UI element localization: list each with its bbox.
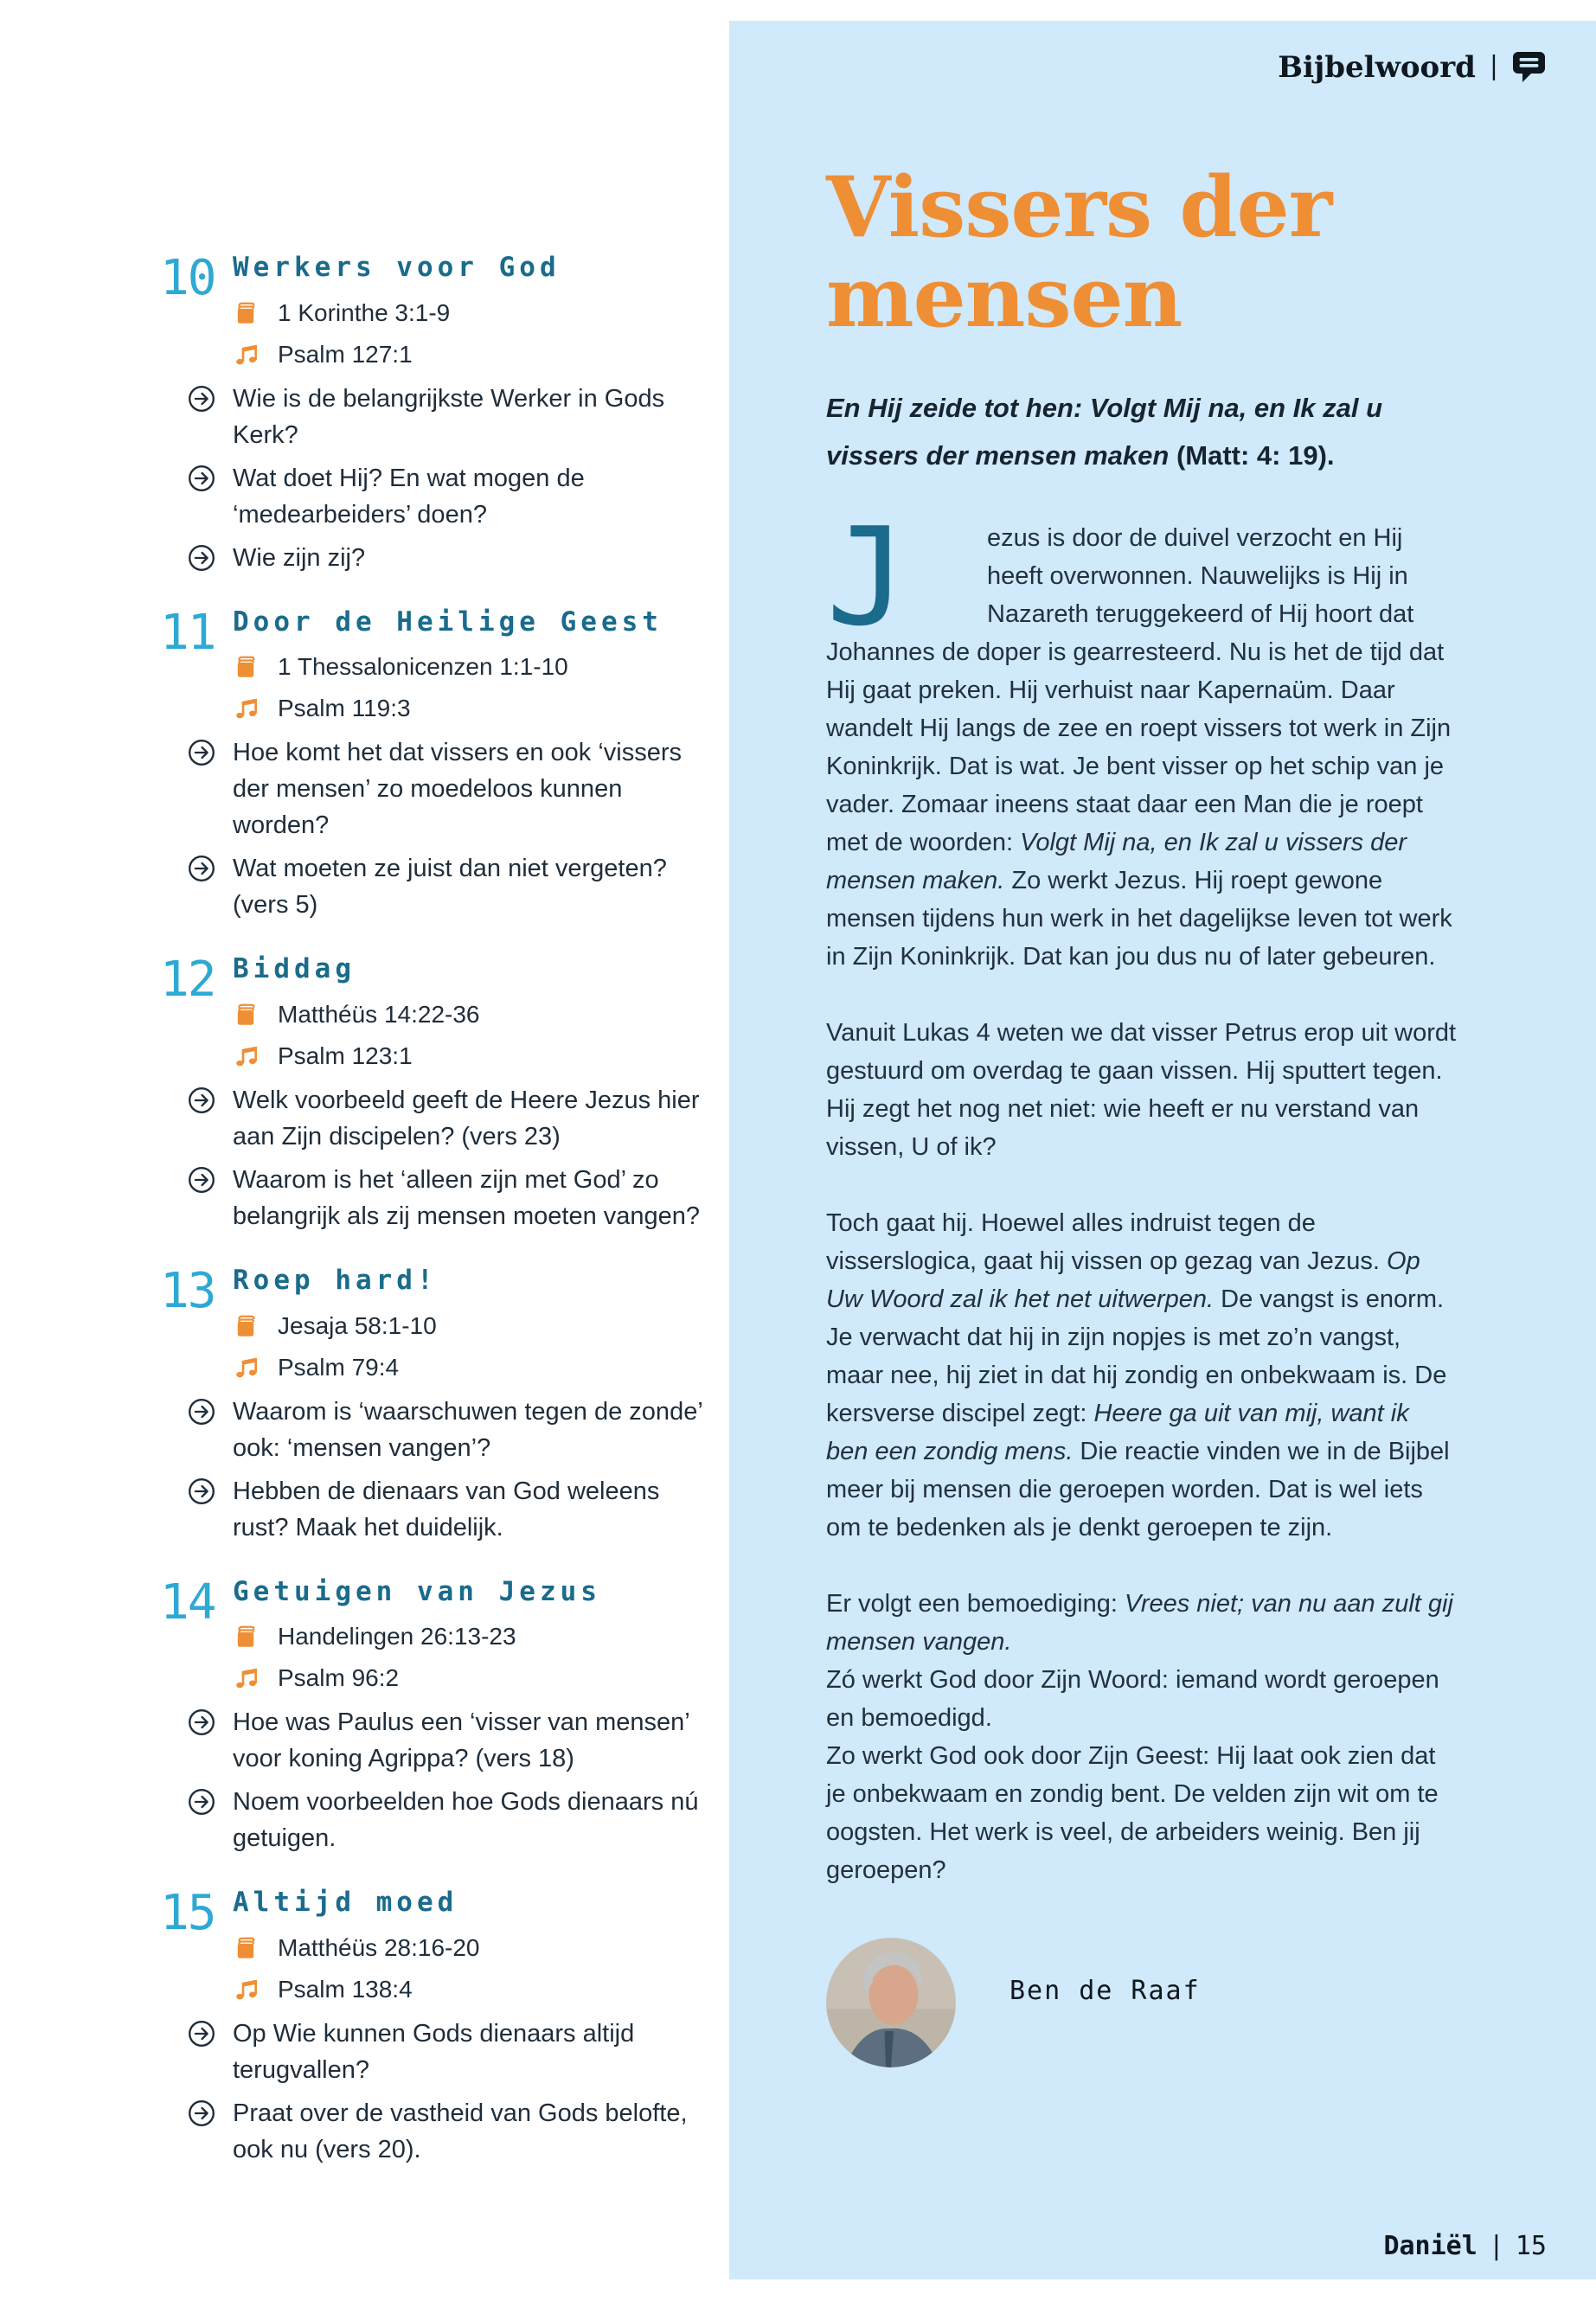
question-text: Praat over de vastheid van Gods belofte, ook nu (vers 20). xyxy=(233,2099,688,2163)
psalm-row xyxy=(233,1037,707,1075)
psalm-reference: Psalm 119:3 xyxy=(278,695,411,722)
article-paragraph: Zó werkt God door Zijn Woord: iemand wordt geroepen en bemoedigd. xyxy=(826,1666,1439,1733)
question-row xyxy=(233,734,707,843)
lesson-14 xyxy=(160,1574,707,1857)
lesson-title: Altijd moed xyxy=(233,1887,458,1919)
speech-bubble-icon xyxy=(1512,51,1547,84)
book-icon xyxy=(233,1002,259,1028)
article-paragraph: Zo werkt God ook door Zijn Geest: Hij laat ook zien dat je onbekwaam en zondig bent. De velden zijn wit om te oogsten. Het werk is veel, de arbeiders weinig. Ben jij geroepen? xyxy=(826,1742,1439,1885)
lede-quote: En Hij zeide tot hen: Volgt Mij na, en Ik zal u vissers der mensen maken xyxy=(826,393,1383,471)
bible-reading-row xyxy=(233,1929,707,1967)
arrow-right-circle-icon xyxy=(187,2019,216,2048)
psalm-row xyxy=(233,689,707,727)
psalm-row xyxy=(233,1659,707,1697)
question-row xyxy=(233,850,707,923)
psalm-reference: Psalm 123:1 xyxy=(278,1042,413,1069)
lesson-title: Roep hard! xyxy=(233,1264,438,1296)
psalm-reference: Psalm 96:2 xyxy=(278,1664,400,1692)
music-note-icon xyxy=(233,1043,259,1069)
bible-reading-row xyxy=(233,1307,707,1345)
arrow-right-circle-icon xyxy=(187,854,216,883)
lesson-title: Biddag xyxy=(233,953,356,985)
psalm-row xyxy=(233,1349,707,1387)
question-text: Welk voorbeeld geeft de Heere Jezus hier aan Zijn discipelen? (vers 23) xyxy=(233,1086,700,1150)
question-text: Noem voorbeelden hoe Gods dienaars nú getuigen. xyxy=(233,1788,699,1853)
question-text: Wat moeten ze juist dan niet vergeten? (vers 5) xyxy=(233,855,667,920)
music-note-icon xyxy=(233,695,259,721)
drop-cap: J xyxy=(826,498,907,657)
footer-separator: | xyxy=(1488,2231,1504,2261)
question-text: Hoe was Paulus een ‘visser van mensen’ voor koning Agrippa? (vers 18) xyxy=(233,1708,689,1773)
book-icon xyxy=(233,1935,259,1961)
lesson-15 xyxy=(160,1885,707,2168)
lesson-number: 15 xyxy=(160,1885,215,1942)
arrow-right-circle-icon xyxy=(187,1787,216,1817)
bible-reading-row xyxy=(233,648,707,686)
music-note-icon xyxy=(233,1355,259,1381)
question-row xyxy=(233,2095,707,2168)
music-note-icon xyxy=(233,1665,259,1691)
question-row xyxy=(233,1162,707,1234)
lesson-number: 10 xyxy=(160,250,215,306)
lesson-number: 14 xyxy=(160,1574,215,1631)
question-text: Wat doet Hij? En wat mogen de ‘medearbeiders’ doen? xyxy=(233,464,585,529)
page-number: 15 xyxy=(1515,2231,1547,2261)
bible-reference: 1 Korinthe 3:1-9 xyxy=(278,298,451,326)
magazine-name: Daniël xyxy=(1383,2231,1477,2261)
question-text: Waarom is ‘waarschuwen tegen de zonde’ ook: ‘mensen vangen’? xyxy=(233,1397,702,1462)
bible-reading-row xyxy=(233,294,707,332)
lede-reference: (Matt: 4: 19). xyxy=(1169,439,1335,471)
question-row xyxy=(233,1082,707,1155)
psalm-row xyxy=(233,336,707,374)
lesson-10 xyxy=(160,250,707,576)
bible-reading-row xyxy=(233,1618,707,1656)
lesson-title: Getuigen van Jezus xyxy=(233,1575,601,1607)
question-text: Hebben de dienaars van God weleens rust? Maak het duidelijk. xyxy=(233,1477,660,1541)
lesson-13 xyxy=(160,1262,707,1546)
question-row xyxy=(233,381,707,453)
arrow-right-circle-icon xyxy=(187,384,216,413)
question-text: Wie zijn zij? xyxy=(233,543,366,572)
question-text: Waarom is het ‘alleen zijn met God’ zo belangrijk als zij mensen moeten vangen? xyxy=(233,1165,701,1230)
question-text: Wie is de belangrijkste Werker in Gods Kerk? xyxy=(233,384,665,449)
arrow-right-circle-icon xyxy=(187,464,216,493)
arrow-right-circle-icon xyxy=(187,1477,216,1506)
music-note-icon xyxy=(233,342,259,368)
psalm-reference: Psalm 127:1 xyxy=(278,340,413,368)
bible-reference: Matthéüs 28:16-20 xyxy=(278,1933,480,1961)
author-block xyxy=(826,1938,1458,2067)
article-paragraph: Toch gaat hij. Hoewel alles indruist tegen de visserslogica, gaat hij vissen op gezag van Jezus. Op Uw Woord zal ik het net uitwerpen. De vangst is enorm. Je verwacht dat hij in zijn nopjes is met zo’n vangst, maar nee, hij ziet in dat hij zondig en onbekwaam is. De kersverse discipel zegt: Heere ga uit van mij, want ik ben een zondig mens. Die reactie vinden we in de Bijbel meer bij mensen die geroepen worden. Dat is wel iets om te bedenken als je denkt geroepen te zijn. xyxy=(826,1209,1450,1542)
lesson-12 xyxy=(160,954,707,1234)
article xyxy=(826,0,1458,2067)
lesson-number: 12 xyxy=(160,952,215,1009)
masthead-separator: | xyxy=(1489,50,1498,81)
question-text: Op Wie kunnen Gods dienaars altijd terugvallen? xyxy=(233,2019,635,2084)
psalm-row xyxy=(233,1971,707,2009)
bible-reference: Jesaja 58:1-10 xyxy=(278,1311,437,1339)
book-icon xyxy=(233,300,259,326)
lesson-title: Werkers voor God xyxy=(233,252,561,283)
arrow-right-circle-icon xyxy=(187,1708,216,1737)
book-icon xyxy=(233,654,259,680)
bible-reference: Handelingen 26:13-23 xyxy=(278,1623,516,1650)
question-row xyxy=(233,460,707,533)
author-name: Ben de Raaf xyxy=(1010,1976,1201,2007)
question-text: Hoe komt het dat vissers en ook ‘vissers der mensen’ zo moedeloos kunnen worden? xyxy=(233,739,682,840)
bible-reference: 1 Thessalonicenzen 1:1-10 xyxy=(278,653,568,681)
lesson-title: Door de Heilige Geest xyxy=(233,606,663,638)
bible-reference: Matthéüs 14:22-36 xyxy=(278,1000,480,1028)
lesson-11 xyxy=(160,604,707,924)
psalm-reference: Psalm 138:4 xyxy=(278,1975,413,2003)
question-row xyxy=(233,1784,707,1856)
question-row xyxy=(233,540,707,576)
lesson-number: 13 xyxy=(160,1262,215,1319)
author-photo xyxy=(826,1938,956,2067)
article-paragraph: Er volgt een bemoediging: Vrees niet; van nu aan zult gij mensen vangen. xyxy=(826,1590,1453,1657)
lesson-number: 11 xyxy=(160,604,215,661)
arrow-right-circle-icon xyxy=(187,1397,216,1426)
page-footer xyxy=(1383,2231,1547,2261)
music-note-icon xyxy=(233,1977,259,2003)
arrow-right-circle-icon xyxy=(187,1086,216,1115)
masthead-label: Bijbelwoord xyxy=(1278,50,1476,85)
article-paragraph: J ezus is door de duivel verzocht en Hij heeft overwonnen. Nauwelijks is Hij in Nazareth teruggekeerd of Hij hoort dat Johannes de doper is gearresteerd. Nu is het de tijd dat Hij gaat preken. Hij verhuist naar Kapernaüm. Daar wandelt Hij langs de zee en roept vissers tot werk in Zijn Koninkrijk. Dat is wat. Je bent visser op het schip van je vader. Zomaar ineens staat daar een Man die je roept met de woorden: Volgt Mij na, en Ik zal u vissers der mensen maken. Zo werkt Jezus. Hij roept gewone mensen tijdens hun werk in het dagelijkse leven tot werk in Zijn Koninkrijk. Dat kan jou dus nu of later gebeuren. xyxy=(826,498,1452,971)
book-icon xyxy=(233,1624,259,1650)
article-body xyxy=(826,498,1458,1889)
lesson-list xyxy=(160,250,707,2199)
arrow-right-circle-icon xyxy=(187,738,216,767)
bible-reading-row xyxy=(233,996,707,1034)
question-row xyxy=(233,1704,707,1777)
book-icon xyxy=(233,1313,259,1339)
arrow-right-circle-icon xyxy=(187,543,216,573)
question-row xyxy=(233,2016,707,2088)
arrow-right-circle-icon xyxy=(187,1165,216,1195)
arrow-right-circle-icon xyxy=(187,2099,216,2128)
article-lede xyxy=(826,385,1458,479)
article-title: Vissers der mensen xyxy=(826,158,1332,346)
article-paragraph: Vanuit Lukas 4 weten we dat visser Petrus erop uit wordt gestuurd om overdag te gaan vissen. Hij sputtert tegen. Hij zegt het nog net niet: wie heeft er nu verstand van vissen, U of ik? xyxy=(826,1019,1457,1162)
question-row xyxy=(233,1394,707,1466)
question-row xyxy=(233,1473,707,1546)
psalm-reference: Psalm 79:4 xyxy=(278,1353,400,1381)
